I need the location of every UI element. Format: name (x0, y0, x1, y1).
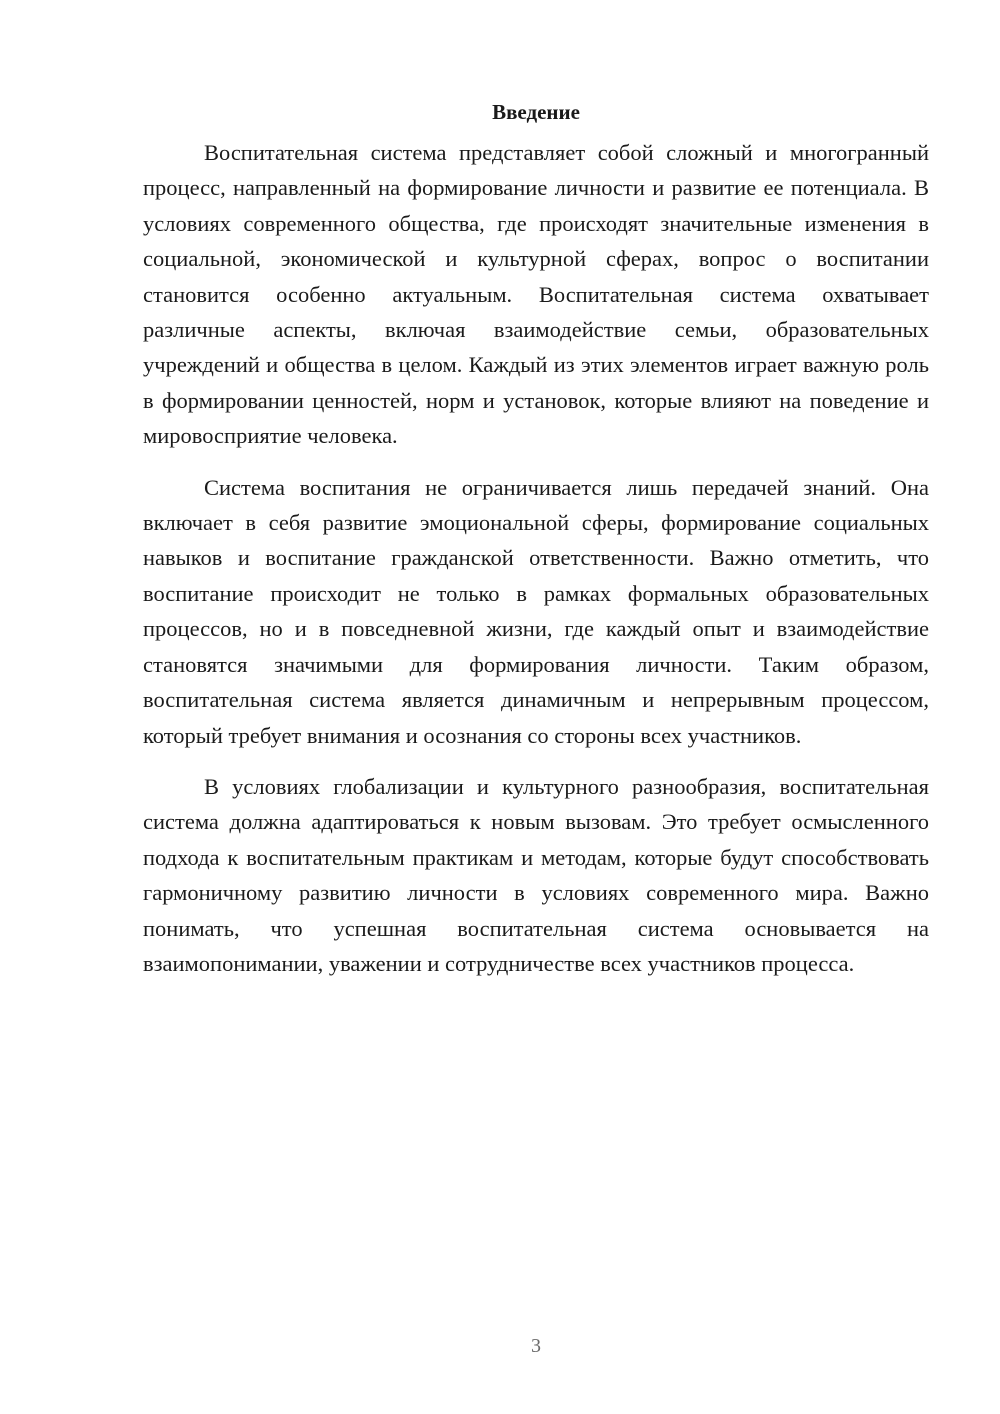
paragraph-2: Система воспитания не ограничивается лишь передачей знаний. Она включает в себя развитие эмоциональной сферы, формирование социальных навыков и воспитание гражданской ответственности. Важно отметить, что воспитание происходит не только в рамках формальных образовательных процессов, но и в повседневной жизни, где каждый опыт и взаимодействие становятся значимыми для формирования личности. Таким образом, воспитательная система является динамичным и непрерывным процессом, который требует внимания и осознания со стороны всех участников. (143, 474, 929, 748)
section-heading: Введение (492, 100, 580, 124)
paragraph-1: Воспитательная система представляет собой сложный и многогранный процесс, направленный на формирование личности и развитие ее потенциала. В условиях современного общества, где происходят значительные изменения в социальной, экономической и культурной сферах, вопрос о воспитании становится особенно актуальным. Воспитательная система охватывает различные аспекты, включая взаимодействие семьи, образовательных учреждений и общества в целом. Каждый из этих элементов играет важную роль в формировании ценностей, норм и установок, которые влияют на поведение и мировосприятие человека. (143, 140, 929, 449)
page-content (143, 97, 929, 997)
page-number: 3 (531, 1335, 541, 1357)
paragraph-3: В условиях глобализации и культурного разнообразия, воспитательная система должна адаптироваться к новым вызовам. Это требует осмысленного подхода к воспитательным практикам и методам, которые будут способствовать гармоничному развитию личности в условиях современного мира. Важно понимать, что успешная воспитательная система основывается на взаимопонимании, уважении и сотрудничестве всех участников процесса. (143, 773, 929, 976)
